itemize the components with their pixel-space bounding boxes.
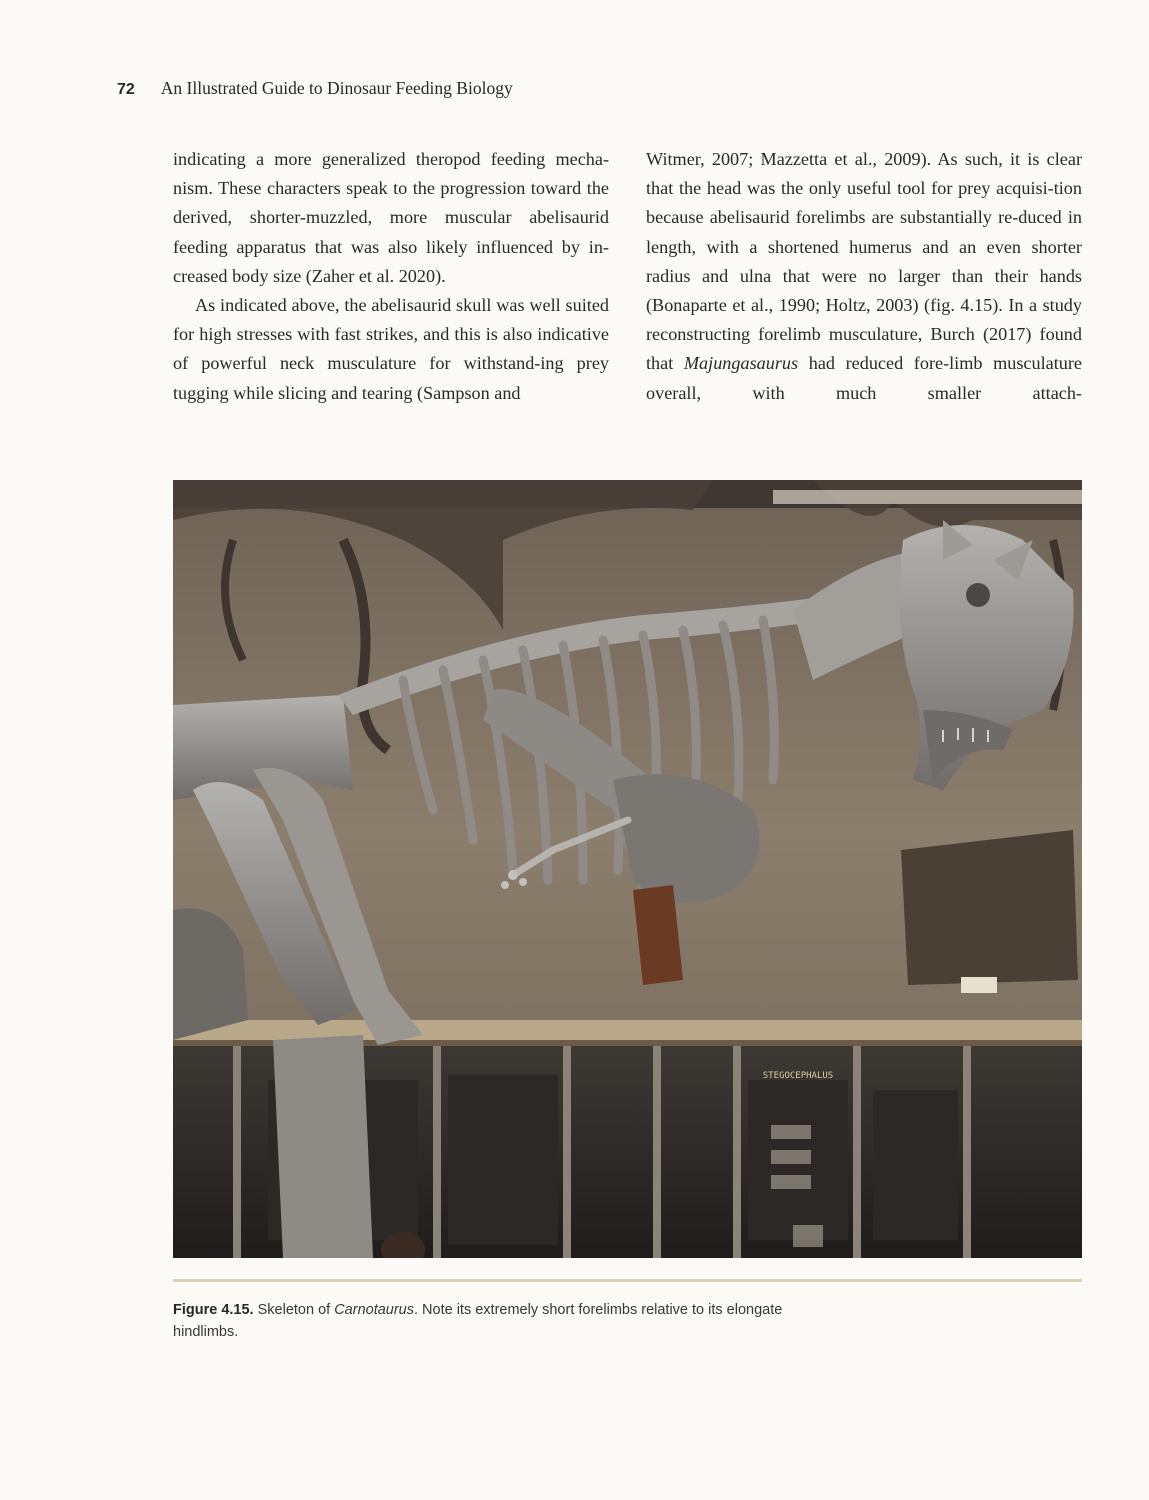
right-paragraph-1 xyxy=(646,145,1082,408)
right-column xyxy=(646,145,1082,408)
caption-text-b: . Note its extremely short forelimbs relative to its elongate hindlimbs. xyxy=(173,1302,783,1340)
left-paragraph-1: indicating a more generalized theropod feeding mecha-nism. These characters speak to the progression toward the derived, shorter-muzzled, more muscular abelisaurid feeding apparatus that was also likely influenced by in-creased body size (Zaher et al. 2020). xyxy=(173,149,609,286)
right-paragraph-text-a: Witmer, 2007; Mazzetta et al., 2009). As such, it is clear that the head was the only useful tool for prey acquisi-tion because abelisaurid forelimbs are substantially re-duced in length, with a shortened humerus and an even shorter radius and ulna that were no larger than their hands (Bonaparte et al., 1990; Holtz, 2003) (fig. 4.15). In a study reconstructing forelimb musculature, Burch (2017) found that xyxy=(646,149,1082,374)
taxon-majungasaurus: Majungasaurus xyxy=(683,353,799,374)
case-sign: STEGOCEPHALUS xyxy=(762,1071,834,1081)
figure-caption xyxy=(173,1299,813,1343)
caption-taxon: Carnotaurus xyxy=(334,1302,414,1318)
carnotaurus-skeleton-photo xyxy=(173,480,1082,1258)
right-paragraph-text-b: had reduced fore-limb musculature overall, with much smaller attach- xyxy=(646,353,1082,403)
book-title: An Illustrated Guide to Dinosaur Feeding Biology xyxy=(160,78,513,98)
left-column xyxy=(173,145,609,408)
left-paragraph-2: As indicated above, the abelisaurid skull was well suited for high stresses with fast strikes, and this is also indicative of powerful neck musculature for withstand-ing prey tugging while slicing and tearing (Sampson and xyxy=(173,295,609,403)
running-head xyxy=(117,78,513,99)
figure-label: Figure 4.15. xyxy=(173,1302,254,1318)
caption-text-a: Skeleton of xyxy=(253,1302,335,1318)
page-number: 72 xyxy=(117,81,135,98)
caption-rule xyxy=(173,1279,1082,1282)
figure-photo xyxy=(173,480,1082,1258)
